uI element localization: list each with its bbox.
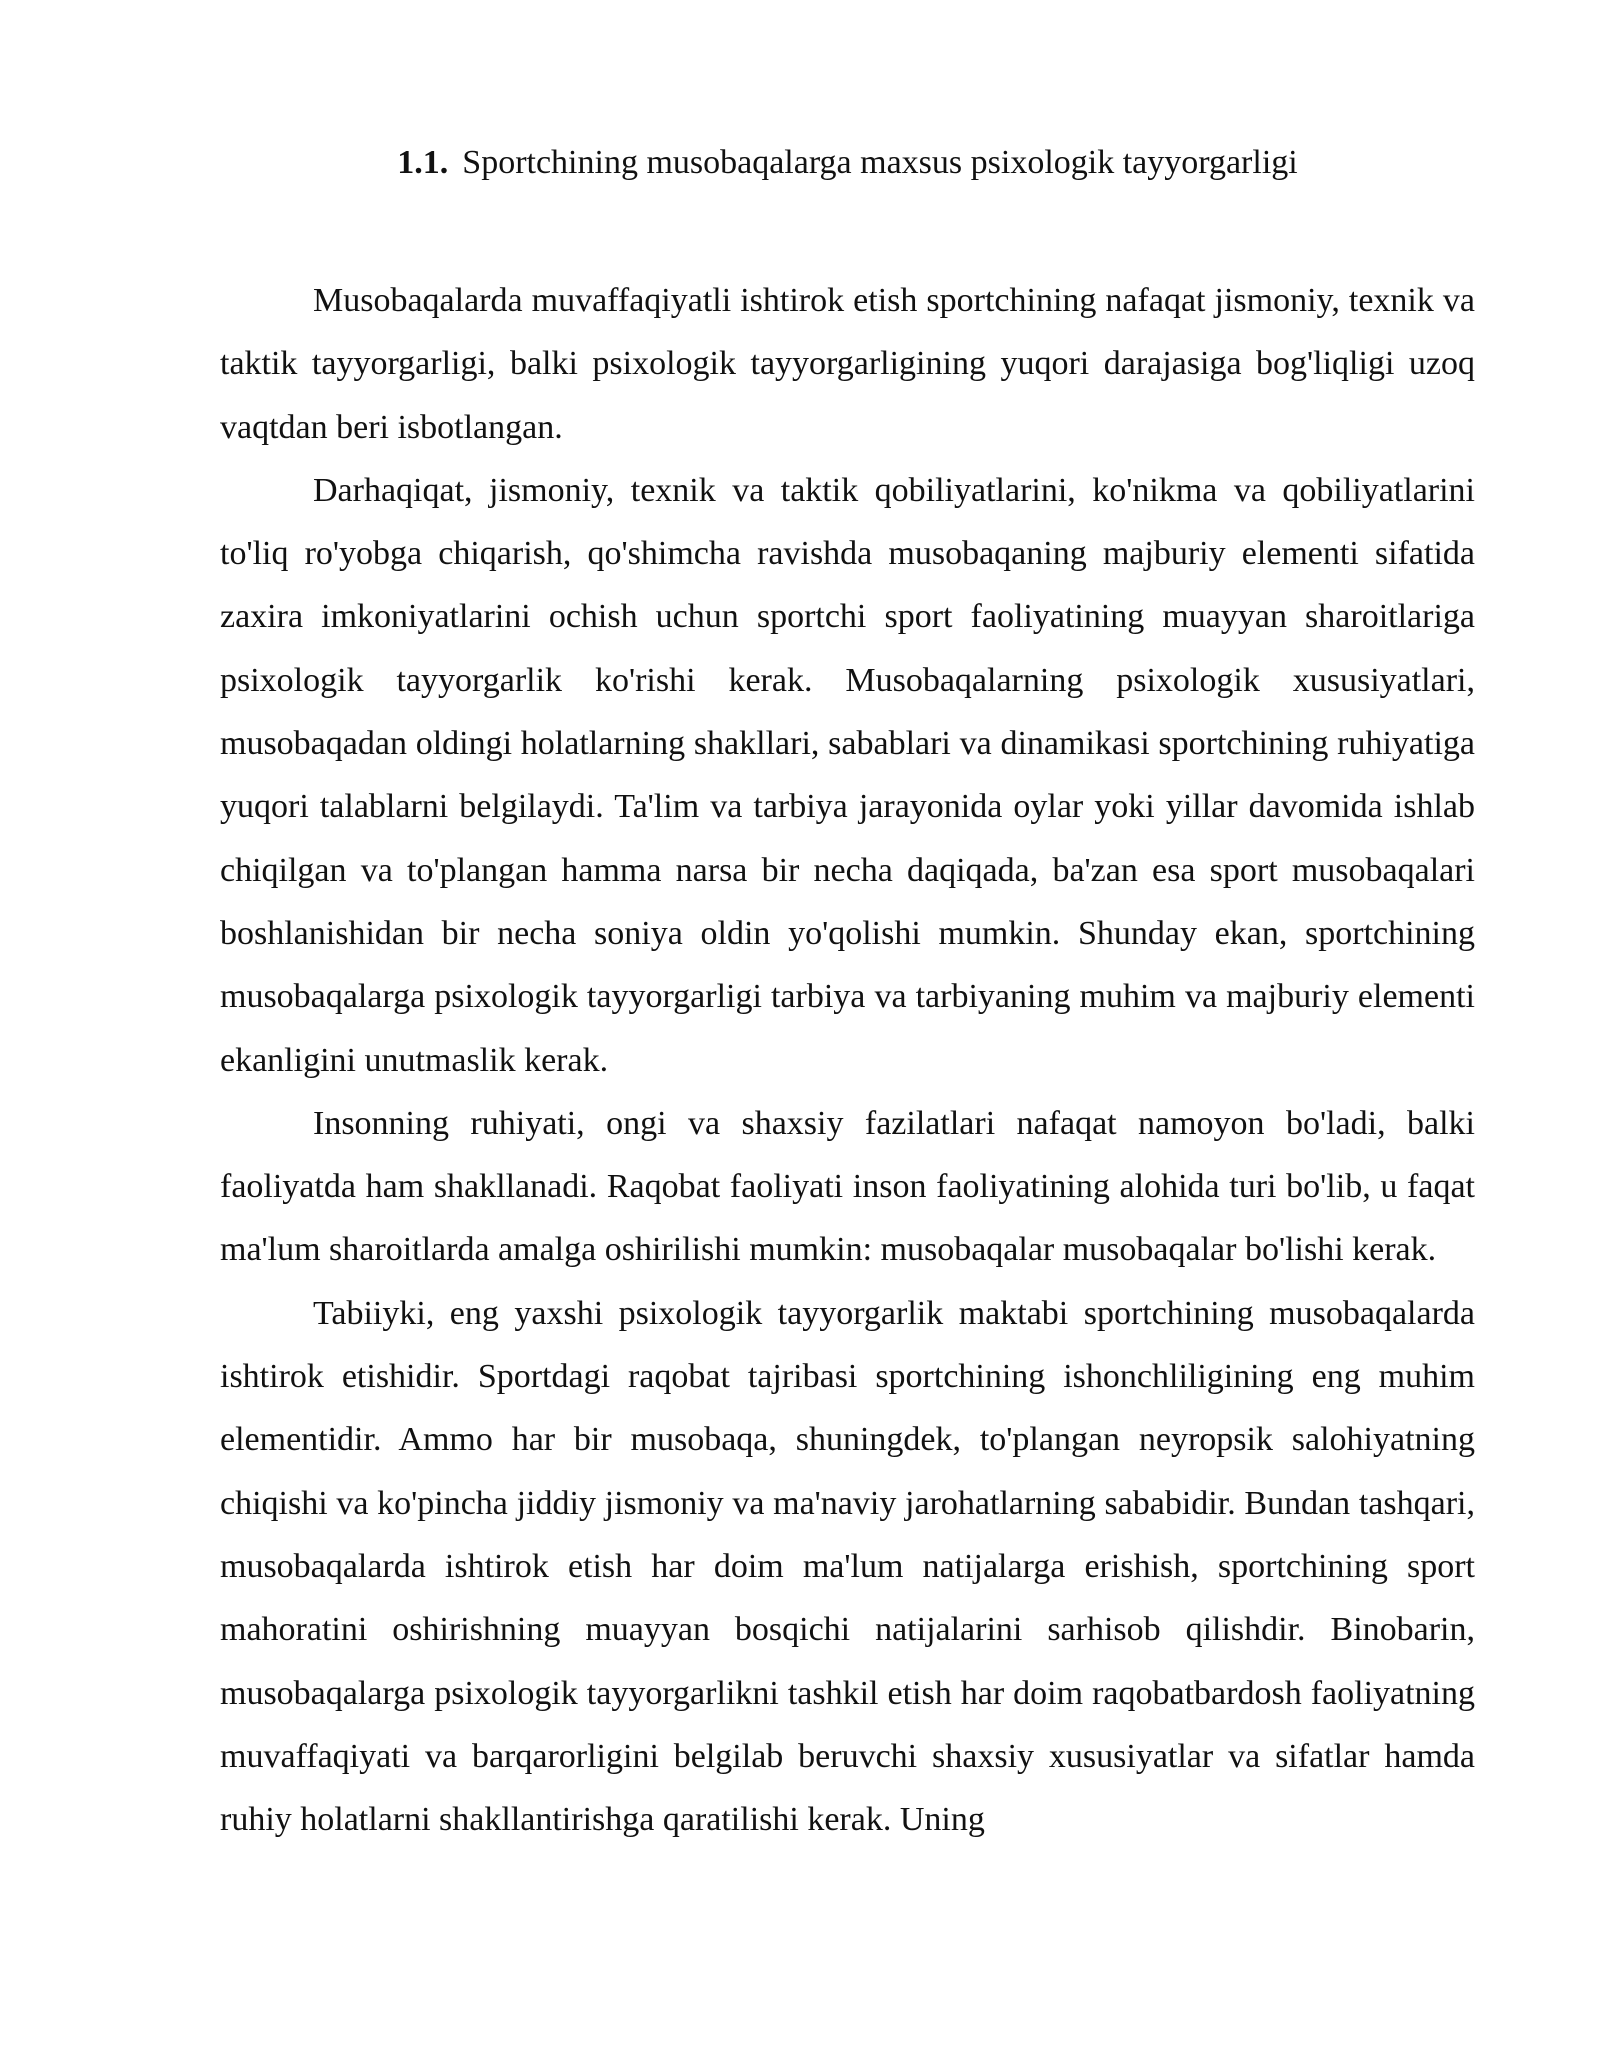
paragraph-3: Insonning ruhiyati, ongi va shaxsiy fazilatlari nafaqat namoyon bo'ladi, balki faoliyatda ham shakllanadi. Raqobat faoliyati inson faoliyatining alohida turi bo'lib, u faqat ma'lum sharoitlarda amalga oshirilishi mumkin: musobaqalar musobaqalar bo'lishi kerak.: [220, 1104, 1475, 1269]
paragraph-1: Musobaqalarda muvaffaqiyatli ishtirok etish sportchining nafaqat jismoniy, texnik va taktik tayyorgarligi, balki psixologik tayyorgarligining yuqori darajasiga bog'liqligi uzoq vaqtdan beri isbotlangan.: [220, 282, 1475, 446]
section-number: 1.1.: [397, 144, 449, 181]
section-title: Sportchining musobaqalarga maxsus psixologik tayyorgarligi: [462, 144, 1298, 181]
body-text: [220, 269, 1475, 1851]
section-heading: [220, 142, 1475, 184]
paragraph-4: Tabiiyki, eng yaxshi psixologik tayyorgarlik maktabi sportchining musobaqalarda ishtirok etishidir. Sportdagi raqobat tajribasi sportchining ishonchliligining eng muhim elementidir. Ammo har bir musobaqa, shuningdek, to'plangan neyropsik salohiyatning chiqishi va ko'pincha jiddiy jismoniy va ma'naviy jarohatlarning sababidir. Bundan tashqari, musobaqalarda ishtirok etish har doim ma'lum natijalarga erishish, sportchining sport mahoratini oshirishning muayyan bosqichi natijalarini sarhisob qilishdir. Binobarin, musobaqalarga psixologik tayyorgarlikni tashkil etish har doim raqobatbardosh faoliyatning muvaffaqiyati va barqarorligini belgilab beruvchi shaxsiy xususiyatlar va sifatlar hamda ruhiy holatlarni shakllantirishga qaratilishi kerak. Uning: [220, 1294, 1475, 1839]
paragraph-2: Darhaqiqat, jismoniy, texnik va taktik qobiliyatlarini, ko'nikma va qobiliyatlarini to'liq ro'yobga chiqarish, qo'shimcha ravishda musobaqaning majburiy elementi sifatida zaxira imkoniyatlarini ochish uchun sportchi sport faoliyatining muayyan sharoitlariga psixologik tayyorgarlik ko'rishi kerak. Musobaqalarning psixologik xususiyatlari, musobaqadan oldingi holatlarning shakllari, sabablari va dinamikasi sportchining ruhiyatiga yuqori talablarni belgilaydi. Ta'lim va tarbiya jarayonida oylar yoki yillar davomida ishlab chiqilgan va to'plangan hamma narsa bir necha daqiqada, ba'zan esa sport musobaqalari boshlanishidan bir necha soniya oldin yo'qolishi mumkin. Shunday ekan, sportchining musobaqalarga psixologik tayyorgarligi tarbiya va tarbiyaning muhim va majburiy elementi ekanligini unutmaslik kerak.: [220, 471, 1475, 1079]
